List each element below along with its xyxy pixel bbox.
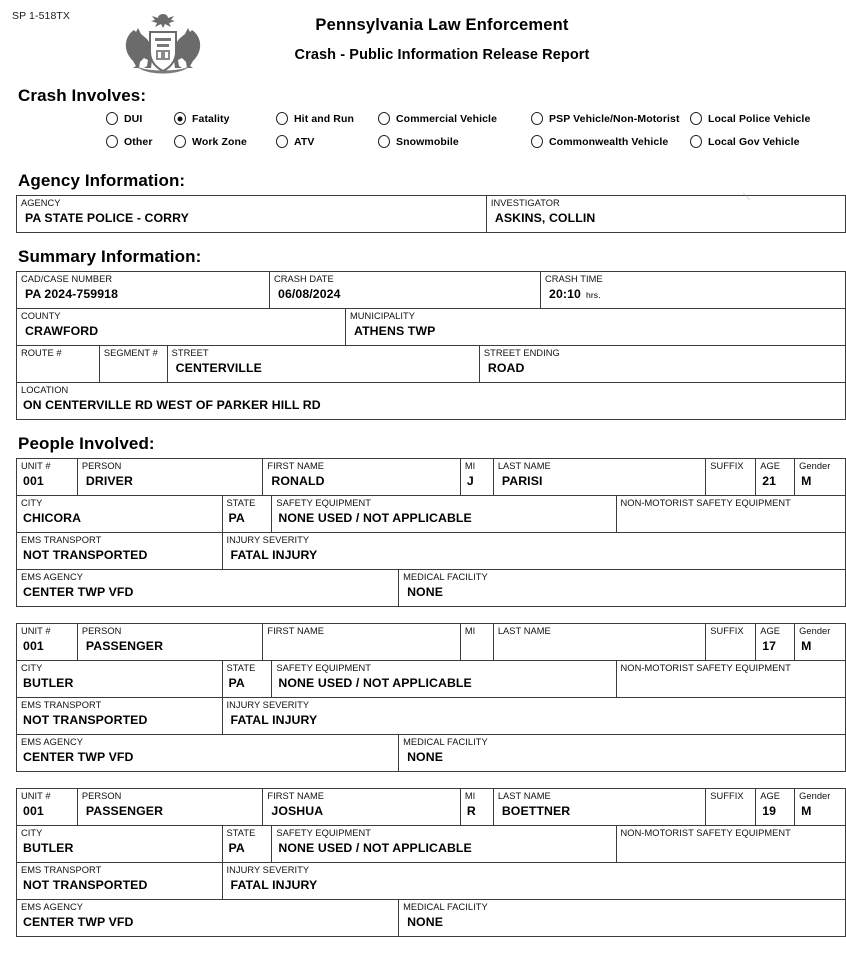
- person-block: [16, 788, 846, 937]
- state-value: PA: [228, 676, 245, 690]
- non-motorist-safety-equipment-label: NON-MOTORIST SAFETY EQUIPMENT: [620, 498, 791, 508]
- mi-label: MI: [464, 626, 476, 636]
- city-value: BUTLER: [23, 841, 74, 855]
- injury-severity-label: INJURY SEVERITY: [226, 700, 310, 710]
- radio-circle-icon: [276, 112, 288, 125]
- city-label: CITY: [21, 498, 43, 508]
- age-field[interactable]: [755, 624, 794, 660]
- medical-facility-field[interactable]: [398, 900, 845, 936]
- checkbox-local-gov-vehicle[interactable]: Local Gov Vehicle: [690, 135, 800, 148]
- radio-circle-icon: [531, 135, 543, 148]
- age-value: 17: [762, 639, 777, 653]
- person-type-field[interactable]: [77, 459, 263, 495]
- crash-date-value: 06/08/2024: [278, 287, 341, 301]
- city-label: CITY: [21, 663, 43, 673]
- gender-label: Gender: [799, 461, 831, 471]
- crash-time-text: 20:10: [549, 287, 581, 301]
- ems-agency-label: EMS AGENCY: [21, 902, 83, 912]
- gender-field[interactable]: [794, 624, 845, 660]
- person-agency-row: [17, 734, 845, 771]
- city-field[interactable]: [17, 661, 222, 697]
- county-field[interactable]: [17, 309, 345, 345]
- checkbox-psp-vehicle-non-motorist[interactable]: PSP Vehicle/Non-Motorist: [531, 112, 680, 125]
- injury-severity-field[interactable]: [222, 698, 845, 734]
- radio-circle-icon: [531, 112, 543, 125]
- ems-transport-value: NOT TRANSPORTED: [23, 548, 148, 562]
- non-motorist-safety-equipment-label: NON-MOTORIST SAFETY EQUIPMENT: [620, 828, 791, 838]
- checkbox-snowmobile[interactable]: Snowmobile: [378, 135, 459, 148]
- age-value: 21: [762, 474, 777, 488]
- mi-value: J: [466, 474, 474, 488]
- crash-time-field[interactable]: [540, 272, 845, 308]
- crash-time-value: [545, 287, 841, 303]
- checkbox-dui[interactable]: DUI: [106, 112, 142, 125]
- summary-row-street: [17, 345, 845, 382]
- safety-equipment-value: NONE USED / NOT APPLICABLE: [278, 841, 472, 855]
- location-label: LOCATION: [21, 385, 69, 395]
- safety-equipment-value: NONE USED / NOT APPLICABLE: [278, 511, 472, 525]
- non-motorist-safety-equipment-field[interactable]: [616, 826, 845, 862]
- route-label: ROUTE #: [21, 348, 62, 358]
- unit-value: 001: [23, 639, 44, 653]
- checkbox-commonwealth-vehicle[interactable]: Commonwealth Vehicle: [531, 135, 668, 148]
- investigator-value: ASKINS, COLLIN: [494, 211, 596, 225]
- segment-label: SEGMENT #: [103, 348, 158, 358]
- summary-information-table: [16, 271, 846, 420]
- person-block: [16, 623, 846, 772]
- person-agency-row: [17, 899, 845, 936]
- ems-transport-field[interactable]: [17, 698, 222, 734]
- unit-field[interactable]: [17, 459, 77, 495]
- ems-transport-value: NOT TRANSPORTED: [23, 713, 148, 727]
- suffix-field[interactable]: [705, 459, 755, 495]
- ems-transport-field[interactable]: [17, 533, 222, 569]
- spacer: [8, 607, 838, 623]
- ems-agency-value: CENTER TWP VFD: [23, 915, 134, 929]
- pennsylvania-coat-of-arms-icon: [114, 8, 212, 80]
- injury-severity-value: FATAL INJURY: [230, 878, 318, 892]
- suffix-label: SUFFIX: [710, 791, 744, 801]
- state-label: STATE: [226, 828, 256, 838]
- injury-severity-value: FATAL INJURY: [230, 713, 318, 727]
- municipality-label: MUNICIPALITY: [350, 311, 415, 321]
- gender-field[interactable]: [794, 789, 845, 825]
- county-value: CRAWFORD: [25, 324, 99, 338]
- ems-agency-field[interactable]: [17, 735, 398, 771]
- agency-information-table: [16, 195, 846, 233]
- checkbox-fatality[interactable]: Fatality: [174, 112, 230, 125]
- mi-field[interactable]: [460, 624, 493, 660]
- crash-time-units: hrs.: [585, 290, 601, 300]
- city-label: CITY: [21, 828, 43, 838]
- safety-equipment-label: SAFETY EQUIPMENT: [276, 663, 372, 673]
- age-label: AGE: [760, 791, 780, 801]
- safety-equipment-field[interactable]: [271, 496, 615, 532]
- spacer: [8, 420, 838, 434]
- safety-equipment-field[interactable]: [271, 826, 615, 862]
- investigator-field[interactable]: [486, 196, 845, 232]
- person-value: DRIVER: [85, 474, 133, 488]
- gender-value: M: [801, 474, 812, 488]
- checkbox-local-police-vehicle[interactable]: Local Police Vehicle: [690, 112, 810, 125]
- safety-equipment-label: SAFETY EQUIPMENT: [276, 498, 372, 508]
- street-value: CENTERVILLE: [175, 361, 262, 375]
- state-value: PA: [228, 841, 245, 855]
- person-label: PERSON: [81, 626, 122, 636]
- medical-facility-value: NONE: [407, 585, 444, 599]
- person-type-field[interactable]: [77, 789, 263, 825]
- checkbox-atv[interactable]: ATV: [276, 135, 315, 148]
- gender-label: Gender: [799, 626, 831, 636]
- cad-case-number-value: PA 2024-759918: [25, 287, 119, 301]
- last-name-label: LAST NAME: [497, 461, 551, 471]
- last-name-label: LAST NAME: [497, 791, 551, 801]
- state-label: STATE: [226, 663, 256, 673]
- state-field[interactable]: [222, 496, 272, 532]
- city-value: BUTLER: [23, 676, 74, 690]
- street-ending-field[interactable]: [479, 346, 845, 382]
- first-name-label: FIRST NAME: [267, 461, 325, 471]
- medical-facility-label: MEDICAL FACILITY: [403, 572, 488, 582]
- ems-transport-value: NOT TRANSPORTED: [23, 878, 148, 892]
- ems-transport-label: EMS TRANSPORT: [21, 700, 102, 710]
- safety-equipment-value: NONE USED / NOT APPLICABLE: [278, 676, 472, 690]
- agency-information-heading: Agency Information:: [18, 171, 186, 190]
- unit-label: UNIT #: [21, 461, 51, 471]
- summary-row-case: [17, 272, 845, 308]
- suffix-label: SUFFIX: [710, 461, 744, 471]
- ems-agency-field[interactable]: [17, 900, 398, 936]
- summary-row-county: [17, 308, 845, 345]
- person-location-row: [17, 660, 845, 697]
- first-name-field[interactable]: [262, 624, 460, 660]
- person-value: PASSENGER: [85, 639, 164, 653]
- state-field[interactable]: [222, 661, 272, 697]
- spacer: [8, 157, 838, 171]
- injury-severity-field[interactable]: [222, 863, 845, 899]
- first-name-label: FIRST NAME: [267, 626, 325, 636]
- crash-date-label: CRASH DATE: [274, 274, 334, 284]
- city-value: CHICORA: [23, 511, 82, 525]
- city-field[interactable]: [17, 826, 222, 862]
- age-field[interactable]: [755, 789, 794, 825]
- municipality-value: ATHENS TWP: [354, 324, 436, 338]
- radio-circle-selected-icon: [174, 112, 186, 125]
- page-title: Pennsylvania Law Enforcement: [315, 16, 569, 34]
- radio-circle-icon: [174, 135, 186, 148]
- mi-field[interactable]: [460, 459, 493, 495]
- cad-case-number-field[interactable]: [17, 272, 269, 308]
- first-name-value: RONALD: [271, 474, 325, 488]
- last-name-field[interactable]: [493, 459, 705, 495]
- medical-facility-label: MEDICAL FACILITY: [403, 902, 488, 912]
- first-name-field[interactable]: [262, 789, 460, 825]
- location-value: ON CENTERVILLE RD WEST OF PARKER HILL RD: [23, 398, 321, 412]
- radio-circle-icon: [106, 112, 118, 125]
- person-label: PERSON: [81, 791, 122, 801]
- radio-circle-icon: [276, 135, 288, 148]
- location-field[interactable]: [17, 383, 845, 419]
- injury-severity-value: FATAL INJURY: [230, 548, 318, 562]
- spacer: [8, 772, 838, 788]
- checkbox-commercial-vehicle[interactable]: Commercial Vehicle: [378, 112, 497, 125]
- person-block: [16, 458, 846, 607]
- suffix-label: SUFFIX: [710, 626, 744, 636]
- gender-value: M: [801, 639, 812, 653]
- person-location-row: [17, 495, 845, 532]
- medical-facility-field[interactable]: [398, 735, 845, 771]
- ems-transport-label: EMS TRANSPORT: [21, 865, 102, 875]
- person-ems-row: [17, 862, 845, 899]
- unit-label: UNIT #: [21, 791, 51, 801]
- ems-agency-value: CENTER TWP VFD: [23, 585, 134, 599]
- age-value: 19: [762, 804, 777, 818]
- age-field[interactable]: [755, 459, 794, 495]
- last-name-field[interactable]: [493, 624, 705, 660]
- safety-equipment-label: SAFETY EQUIPMENT: [276, 828, 372, 838]
- summary-information-heading: Summary Information:: [18, 247, 202, 266]
- cad-case-number-label: CAD/CASE NUMBER: [21, 274, 113, 284]
- agency-label: AGENCY: [21, 198, 61, 208]
- crash-involves-options: [106, 112, 838, 157]
- gender-label: Gender: [799, 791, 831, 801]
- person-identity-row: [17, 789, 845, 825]
- street-ending-value: ROAD: [487, 361, 525, 375]
- unit-field[interactable]: [17, 789, 77, 825]
- mi-value: R: [466, 804, 476, 818]
- last-name-value: PARISI: [501, 474, 543, 488]
- crash-date-field[interactable]: [269, 272, 540, 308]
- gender-value: M: [801, 804, 812, 818]
- state-value: PA: [228, 511, 245, 525]
- segment-field[interactable]: [99, 346, 167, 382]
- mi-label: MI: [464, 461, 476, 471]
- agency-value: PA STATE POLICE - CORRY: [25, 211, 189, 225]
- age-label: AGE: [760, 461, 780, 471]
- state-field[interactable]: [222, 826, 272, 862]
- agency-field[interactable]: [17, 196, 486, 232]
- non-motorist-safety-equipment-field[interactable]: [616, 496, 845, 532]
- crash-involves-heading: Crash Involves:: [18, 86, 147, 105]
- state-label: STATE: [226, 498, 256, 508]
- medical-facility-label: MEDICAL FACILITY: [403, 737, 488, 747]
- radio-circle-icon: [378, 112, 390, 125]
- person-agency-row: [17, 569, 845, 606]
- first-name-field[interactable]: [262, 459, 460, 495]
- injury-severity-field[interactable]: [222, 533, 845, 569]
- checkbox-hit-and-run[interactable]: Hit and Run: [276, 112, 354, 125]
- unit-label: UNIT #: [21, 626, 51, 636]
- person-value: PASSENGER: [85, 804, 164, 818]
- crash-involves-section: [8, 86, 838, 157]
- mi-field[interactable]: [460, 789, 493, 825]
- municipality-field[interactable]: [345, 309, 845, 345]
- first-name-label: FIRST NAME: [267, 791, 325, 801]
- crash-time-label: CRASH TIME: [545, 274, 603, 284]
- medical-facility-value: NONE: [407, 915, 444, 929]
- person-label: PERSON: [81, 461, 122, 471]
- unit-value: 001: [23, 804, 44, 818]
- suffix-field[interactable]: [705, 624, 755, 660]
- checkbox-work-zone[interactable]: Work Zone: [174, 135, 247, 148]
- person-ems-row: [17, 532, 845, 569]
- form-number: SP 1-518TX: [12, 10, 71, 22]
- page-subtitle: Crash - Public Information Release Report: [294, 47, 590, 63]
- people-involved-heading: People Involved:: [18, 434, 155, 453]
- checkbox-other[interactable]: Other: [106, 135, 153, 148]
- radio-circle-icon: [378, 135, 390, 148]
- last-name-field[interactable]: [493, 789, 705, 825]
- city-field[interactable]: [17, 496, 222, 532]
- person-identity-row: [17, 459, 845, 495]
- radio-circle-icon: [106, 135, 118, 148]
- ems-agency-field[interactable]: [17, 570, 398, 606]
- person-identity-row: [17, 624, 845, 660]
- ems-transport-label: EMS TRANSPORT: [21, 535, 102, 545]
- ems-agency-label: EMS AGENCY: [21, 572, 83, 582]
- medical-facility-value: NONE: [407, 750, 444, 764]
- investigator-label: INVESTIGATOR: [490, 198, 560, 208]
- mi-label: MI: [464, 791, 476, 801]
- report-header: [8, 0, 838, 82]
- street-ending-label: STREET ENDING: [483, 348, 560, 358]
- scan-artifact: [742, 188, 751, 197]
- unit-value: 001: [23, 474, 44, 488]
- street-field[interactable]: [167, 346, 479, 382]
- gender-field[interactable]: [794, 459, 845, 495]
- non-motorist-safety-equipment-label: NON-MOTORIST SAFETY EQUIPMENT: [620, 663, 791, 673]
- last-name-value: BOETTNER: [501, 804, 571, 818]
- street-label: STREET: [171, 348, 209, 358]
- suffix-field[interactable]: [705, 789, 755, 825]
- injury-severity-label: INJURY SEVERITY: [226, 865, 310, 875]
- county-label: COUNTY: [21, 311, 61, 321]
- ems-agency-label: EMS AGENCY: [21, 737, 83, 747]
- ems-transport-field[interactable]: [17, 863, 222, 899]
- radio-circle-icon: [690, 112, 702, 125]
- ems-agency-value: CENTER TWP VFD: [23, 750, 134, 764]
- safety-equipment-field[interactable]: [271, 661, 615, 697]
- first-name-value: JOSHUA: [271, 804, 324, 818]
- unit-field[interactable]: [17, 624, 77, 660]
- non-motorist-safety-equipment-field[interactable]: [616, 661, 845, 697]
- route-field[interactable]: [17, 346, 99, 382]
- spacer: [8, 233, 838, 247]
- person-ems-row: [17, 697, 845, 734]
- medical-facility-field[interactable]: [398, 570, 845, 606]
- age-label: AGE: [760, 626, 780, 636]
- summary-row-location: [17, 382, 845, 419]
- radio-circle-icon: [690, 135, 702, 148]
- person-location-row: [17, 825, 845, 862]
- last-name-label: LAST NAME: [497, 626, 551, 636]
- report-titles: [232, 14, 652, 66]
- injury-severity-label: INJURY SEVERITY: [226, 535, 310, 545]
- person-type-field[interactable]: [77, 624, 263, 660]
- agency-row: [17, 196, 845, 232]
